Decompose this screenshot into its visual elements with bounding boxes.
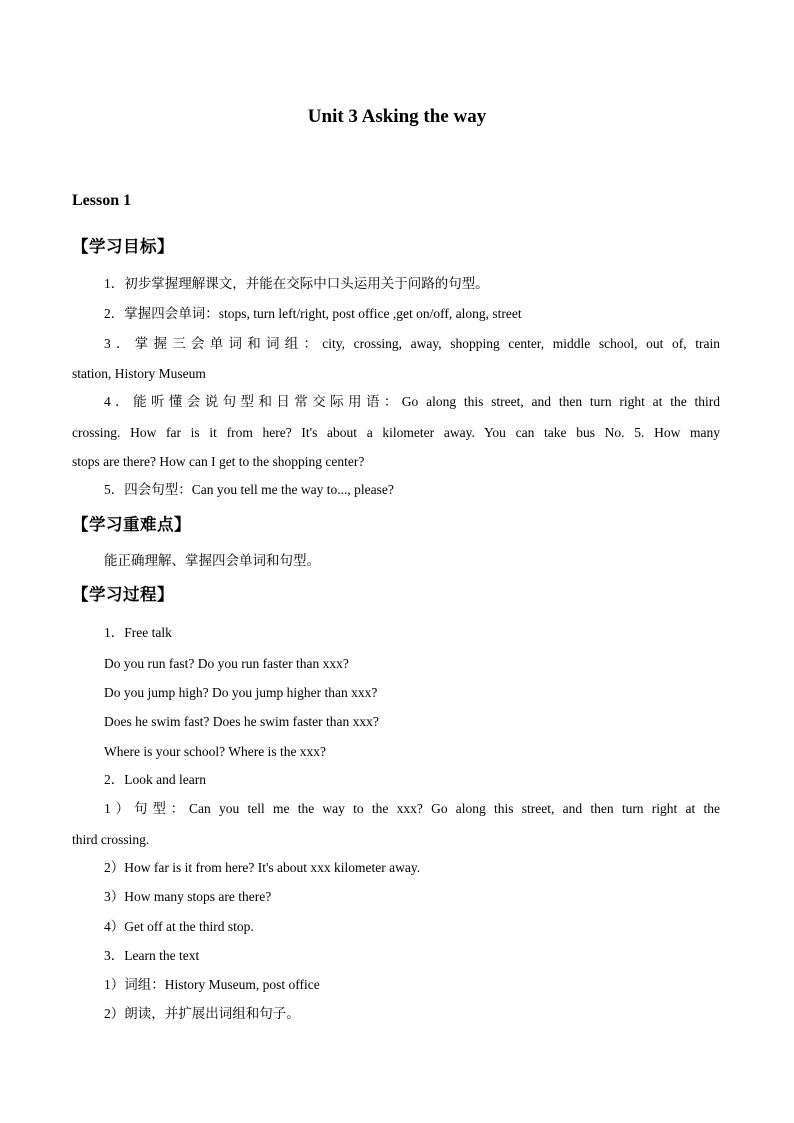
process-step-2: 2．Look and learn bbox=[104, 772, 206, 787]
text-item-2: 2）朗读，并扩展出词组和句子。 bbox=[104, 1006, 300, 1021]
objective-4-line-1: 4．能听懂会说句型和日常交际用语：Go along this street, and then turn right at the third bbox=[104, 394, 720, 409]
objective-2: 2．掌握四会单词：stops, turn left/right, post office ,get on/off, along, street bbox=[104, 306, 522, 321]
process-step-3: 3．Learn the text bbox=[104, 948, 200, 963]
section-heading-key-points: 【学习重难点】 bbox=[72, 515, 191, 534]
objective-4-line-3: stops are there? How can I get to the shopping center? bbox=[72, 454, 365, 469]
text-item-1: 1）词组：History Museum, post office bbox=[104, 977, 320, 992]
process-step-1: 1．Free talk bbox=[104, 625, 172, 640]
lesson-heading: Lesson 1 bbox=[72, 192, 132, 209]
section-heading-objectives: 【学习目标】 bbox=[72, 237, 174, 256]
objective-5: 5．四会句型：Can you tell me the way to..., please? bbox=[104, 482, 394, 497]
objective-3-line-2: station, History Museum bbox=[72, 366, 206, 381]
sentence-4: 4）Get off at the third stop. bbox=[104, 919, 254, 934]
sentence-1-line-2: third crossing. bbox=[72, 832, 150, 847]
free-talk-question-1: Do you run fast? Do you run faster than xxx? bbox=[104, 656, 349, 671]
sentence-3: 3）How many stops are there? bbox=[104, 889, 272, 904]
section-heading-process: 【学习过程】 bbox=[72, 585, 174, 604]
free-talk-question-3: Does he swim fast? Does he swim faster than xxx? bbox=[104, 714, 379, 729]
objective-3-line-1: 3．掌握三会单词和词组：city, crossing, away, shopping center, middle school, out of, train bbox=[104, 336, 720, 351]
document-title: Unit 3 Asking the way bbox=[307, 106, 487, 127]
free-talk-question-4: Where is your school? Where is the xxx? bbox=[104, 744, 327, 759]
sentence-1-line-1: 1）句型：Can you tell me the way to the xxx? Go along this street, and then turn right at the bbox=[104, 801, 720, 816]
objective-4-line-2: crossing. How far is it from here? It's about a kilometer away. You can take bus No. 5. How many bbox=[72, 425, 720, 440]
sentence-2: 2）How far is it from here? It's about xxx kilometer away. bbox=[104, 860, 421, 875]
key-points-text: 能正确理解、掌握四会单词和句型。 bbox=[104, 553, 320, 568]
free-talk-question-2: Do you jump high? Do you jump higher than xxx? bbox=[104, 685, 378, 700]
objective-1: 1．初步掌握理解课文，并能在交际中口头运用关于问路的句型。 bbox=[104, 276, 489, 291]
